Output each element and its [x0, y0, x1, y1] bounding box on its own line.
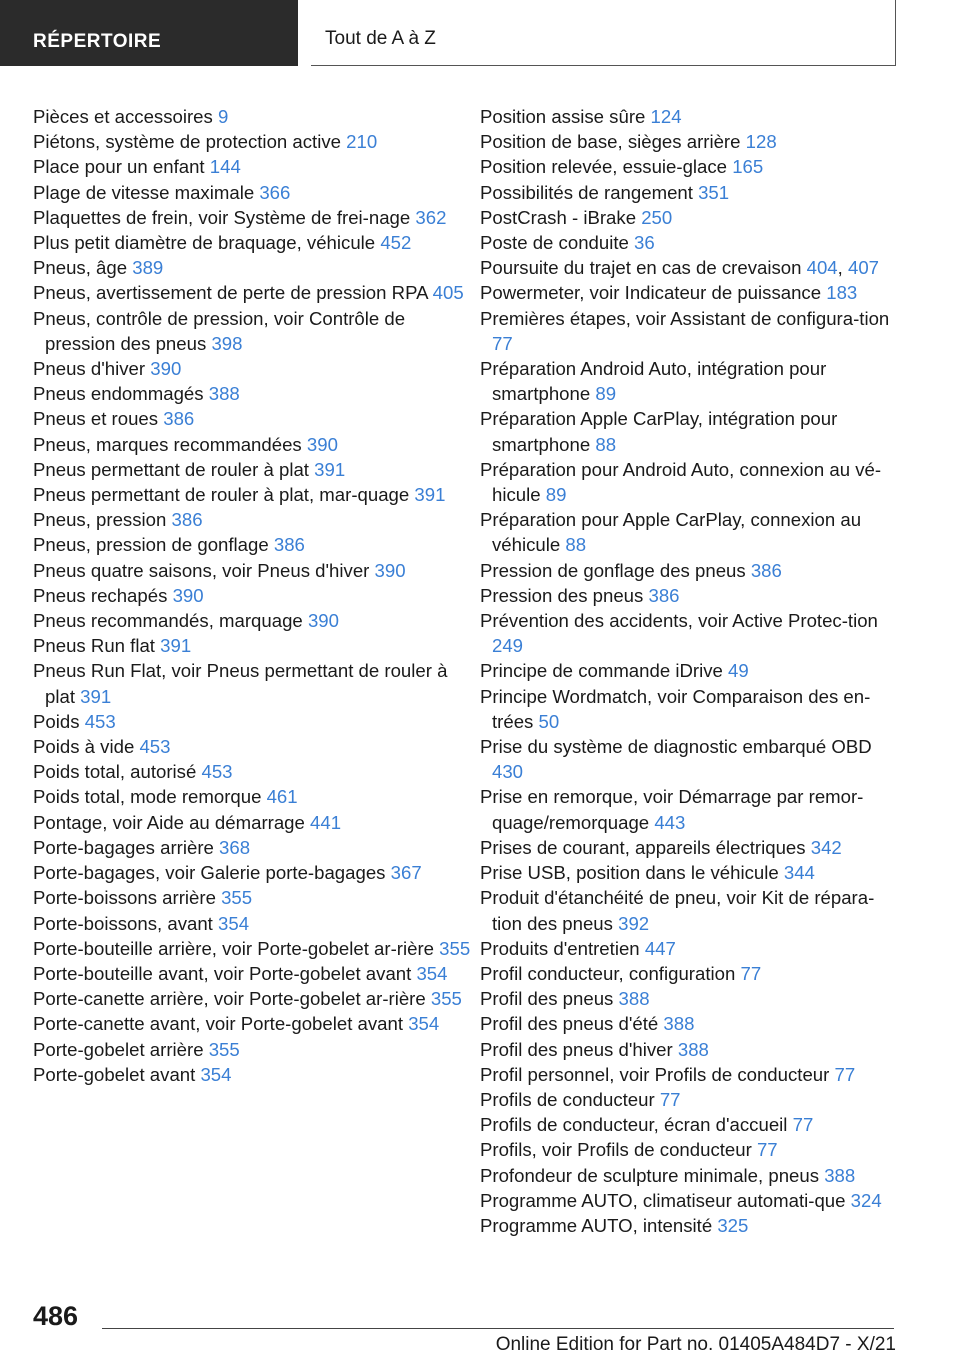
index-entry-text: Profil des pneus — [480, 988, 614, 1010]
index-entry — [33, 734, 473, 759]
index-entry — [33, 230, 473, 255]
page-reference-link[interactable]: 249 — [492, 635, 524, 657]
page-reference-link[interactable]: 386 — [171, 509, 203, 531]
index-entry-text: Pneus Run Flat, voir Pneus permettant de rouler à plat — [33, 660, 448, 707]
index-entry-text: PostCrash - iBrake — [480, 206, 637, 228]
index-entry — [480, 154, 900, 179]
page-reference-link[interactable]: 388 — [618, 988, 650, 1010]
page-reference-link[interactable]: 89 — [595, 383, 617, 405]
index-entry — [480, 205, 900, 230]
index-entry — [33, 784, 473, 809]
page-reference-link[interactable]: 404 — [806, 257, 838, 279]
page-reference-link[interactable]: 386 — [273, 534, 305, 556]
page-reference-link[interactable]: 165 — [732, 156, 764, 178]
page-reference-link[interactable]: 77 — [756, 1139, 778, 1161]
page-reference-link[interactable]: 325 — [717, 1214, 749, 1236]
index-column-right — [480, 104, 900, 1238]
index-entry-text: Profil des pneus d'été — [480, 1013, 659, 1035]
page-reference-link[interactable]: 355 — [439, 937, 471, 959]
index-entry-text: Porte-bouteille arrière, voir Porte-gobelet ar‐rière — [33, 937, 434, 959]
page-reference-link[interactable]: 392 — [618, 912, 650, 934]
page-reference-link[interactable]: 389 — [132, 257, 164, 279]
index-entry-text: Poids — [33, 710, 80, 732]
index-entry — [480, 784, 900, 834]
page-reference-link[interactable]: 355 — [221, 887, 253, 909]
index-entry — [480, 1011, 900, 1036]
index-entry — [480, 255, 900, 280]
page-reference-link[interactable]: 388 — [663, 1013, 695, 1035]
index-entry — [33, 658, 473, 708]
index-entry — [33, 810, 473, 835]
index-entry-text: Pneus, avertissement de perte de pression RPA — [33, 282, 428, 304]
index-entry — [480, 961, 900, 986]
index-entry — [33, 280, 473, 305]
index-entry — [33, 709, 473, 734]
index-entry — [480, 104, 900, 129]
index-entry — [480, 1112, 900, 1137]
index-entry — [33, 104, 473, 129]
index-entry-text: Pneus recommandés, marquage — [33, 610, 303, 632]
index-entry-text: Principe Wordmatch, voir Comparaison des en‐trées — [480, 685, 871, 732]
index-entry — [33, 911, 473, 936]
index-entry — [480, 1188, 900, 1213]
index-entry-text: Powermeter, voir Indicateur de puissance — [480, 282, 822, 304]
index-entry — [33, 406, 473, 431]
page-reference-link[interactable]: 388 — [208, 383, 240, 405]
page-reference-link[interactable]: 77 — [834, 1063, 856, 1085]
page-reference-link[interactable]: 447 — [644, 937, 676, 959]
page-reference-link[interactable]: 398 — [211, 332, 243, 354]
index-entry — [33, 583, 473, 608]
index-entry-text: Porte-bagages, voir Galerie porte-bagages — [33, 862, 386, 884]
index-entry — [33, 558, 473, 583]
page-reference-link[interactable]: 453 — [84, 710, 116, 732]
index-entry — [480, 406, 900, 456]
page-reference-link[interactable]: 354 — [200, 1063, 232, 1085]
page-reference-link[interactable]: 390 — [172, 584, 204, 606]
section-tab — [0, 0, 298, 66]
page-reference-link[interactable]: 388 — [677, 1038, 709, 1060]
index-entry — [33, 507, 473, 532]
index-entry — [480, 306, 900, 356]
index-entry-text: Pneus quatre saisons, voir Pneus d'hiver — [33, 559, 370, 581]
index-entry-text: Principe de commande iDrive — [480, 660, 723, 682]
index-entry — [33, 154, 473, 179]
index-entry-text: Poids à vide — [33, 736, 135, 758]
page-reference-link[interactable]: 386 — [750, 559, 782, 581]
page-reference-link[interactable]: 324 — [850, 1189, 882, 1211]
index-entry-text: Produit d'étanchéité de pneu, voir Kit de répara‐tion des pneus — [480, 887, 875, 934]
index-entry-text: Prévention des accidents, voir Active Protec‐tion — [480, 610, 878, 632]
page-reference-link[interactable]: 351 — [698, 181, 730, 203]
index-entry-text: Profils de conducteur — [480, 1088, 655, 1110]
index-entry-text: Pneus, pression — [33, 509, 167, 531]
index-column-left — [33, 104, 473, 1087]
page-reference-link[interactable]: 250 — [641, 206, 673, 228]
page-reference-link[interactable]: 453 — [201, 761, 233, 783]
index-entry-text: Position de base, sièges arrière — [480, 131, 741, 153]
index-entry-text: Plaquettes de frein, voir Système de frei‐nage — [33, 206, 411, 228]
index-entry — [480, 1163, 900, 1188]
page-reference-link[interactable]: 354 — [218, 912, 250, 934]
index-entry — [33, 860, 473, 885]
index-entry-text: Pression de gonflage des pneus — [480, 559, 746, 581]
index-entry-text: Position assise sûre — [480, 106, 646, 127]
index-entry-text: Pneus, contrôle de pression, voir Contrôle de pression des pneus — [33, 307, 406, 354]
index-entry-text: Pneus d'hiver — [33, 358, 146, 380]
page-reference-link[interactable]: 390 — [307, 610, 339, 632]
page-reference-link[interactable]: 388 — [824, 1164, 856, 1186]
index-entry-text: Prise du système de diagnostic embarqué OBD — [480, 736, 872, 758]
index-entry — [480, 356, 900, 406]
page-reference-link[interactable]: 36 — [634, 232, 655, 254]
page-reference-link[interactable]: 386 — [163, 408, 195, 430]
index-entry — [480, 734, 900, 784]
index-entry-text: Poids total, autorisé — [33, 761, 197, 783]
index-entry-text: Prise USB, position dans le véhicule — [480, 862, 779, 884]
index-entry-text: Prise en remorque, voir Démarrage par remor‐quage/remorquage — [480, 786, 864, 833]
index-entry — [33, 961, 473, 986]
index-entry-text: Prises de courant, appareils électriques — [480, 836, 806, 858]
index-entry — [480, 230, 900, 255]
index-entry — [480, 658, 900, 683]
index-entry-text: Pneus, âge — [33, 257, 128, 279]
index-entry — [480, 936, 900, 961]
index-entry-text: Porte-boissons, avant — [33, 912, 213, 934]
index-entry-text: Programme AUTO, intensité — [480, 1214, 713, 1236]
index-entry — [33, 986, 473, 1011]
index-entry — [33, 356, 473, 381]
section-tab-label: RÉPERTOIRE — [33, 31, 162, 52]
index-entry — [33, 1011, 473, 1036]
page-reference-link[interactable]: 367 — [390, 862, 422, 884]
index-entry — [480, 1213, 900, 1238]
page-reference-link[interactable]: 390 — [374, 559, 406, 581]
index-entry — [33, 457, 473, 482]
index-entry-text: Pneus permettant de rouler à plat, mar‐quage — [33, 484, 410, 506]
page-reference-link[interactable]: 124 — [650, 106, 682, 127]
index-entry-text: Plus petit diamètre de braquage, véhicule — [33, 232, 376, 254]
page-reference-link[interactable]: 407 — [848, 257, 880, 279]
index-entry-text: Préparation Android Auto, intégration pour smartphone — [480, 358, 827, 405]
index-entry — [480, 280, 900, 305]
index-entry — [33, 306, 473, 356]
page-reference-link[interactable]: 354 — [408, 1013, 440, 1035]
index-entry — [33, 205, 473, 230]
index-entry-text: Pontage, voir Aide au démarrage — [33, 811, 305, 833]
index-entry — [33, 1037, 473, 1062]
index-entry — [480, 129, 900, 154]
index-entry — [480, 684, 900, 734]
index-entry — [33, 381, 473, 406]
index-entry — [33, 1062, 473, 1087]
footer-divider — [102, 1328, 894, 1329]
page-reference-link[interactable]: 391 — [414, 484, 446, 506]
page-reference-link[interactable]: 453 — [139, 736, 171, 758]
page-reference-link[interactable]: 342 — [810, 836, 842, 858]
index-entry — [480, 860, 900, 885]
page-reference-link[interactable]: 77 — [659, 1088, 681, 1110]
index-entry-text: Porte-canette avant, voir Porte-gobelet avant — [33, 1013, 404, 1035]
index-entry-text: Produits d'entretien — [480, 937, 640, 959]
index-entry — [33, 835, 473, 860]
page-reference-link[interactable]: 386 — [648, 584, 680, 606]
page-reference-link[interactable]: 77 — [792, 1114, 814, 1136]
index-entry — [480, 1062, 900, 1087]
page-reference-link[interactable]: 344 — [783, 862, 815, 884]
index-entry-text: Profils de conducteur, écran d'accueil — [480, 1114, 788, 1136]
page-reference-link[interactable]: 77 — [492, 332, 513, 354]
index-entry-text: Pneus permettant de rouler à plat — [33, 458, 309, 480]
index-entry-text: Plage de vitesse maximale — [33, 181, 255, 203]
footer-edition-text: Online Edition for Part no. 01405A484D7 - X/21 — [495, 1334, 896, 1355]
page-reference-link[interactable]: 366 — [259, 181, 291, 203]
header-title-box — [311, 0, 896, 66]
index-entry — [480, 583, 900, 608]
index-entry-text: Porte-bagages arrière — [33, 836, 214, 858]
index-entry-text: Pneus, marques recommandées — [33, 433, 302, 455]
page-reference-link[interactable]: 88 — [595, 433, 617, 455]
index-entry — [33, 936, 473, 961]
page-reference-link[interactable]: 183 — [826, 282, 858, 304]
index-entry-text: Profil conducteur, configuration — [480, 962, 736, 984]
index-entry — [480, 180, 900, 205]
page-reference-link[interactable]: 210 — [346, 131, 378, 153]
index-entry — [480, 1037, 900, 1062]
page-reference-link[interactable]: 368 — [219, 836, 251, 858]
page-ref-separator: , — [837, 257, 843, 279]
index-entry — [33, 180, 473, 205]
page-reference-link[interactable]: 355 — [208, 1038, 240, 1060]
index-entry — [480, 835, 900, 860]
page-reference-link[interactable]: 391 — [314, 458, 346, 480]
index-entry-text: Pneus Run flat — [33, 635, 155, 657]
page-reference-link[interactable]: 9 — [218, 106, 229, 127]
index-entry-text: Pneus endommagés — [33, 383, 204, 405]
index-entry-text: Pièces et accessoires — [33, 106, 213, 127]
page-reference-link[interactable]: 355 — [430, 988, 462, 1010]
index-entry-text: Position relevée, essuie-glace — [480, 156, 728, 178]
index-entry-text: Poids total, mode remorque — [33, 786, 262, 808]
index-entry — [480, 1137, 900, 1162]
index-entry-text: Profil des pneus d'hiver — [480, 1038, 673, 1060]
page-reference-link[interactable]: 50 — [538, 710, 560, 732]
page-reference-link[interactable]: 405 — [432, 282, 464, 304]
index-entry — [33, 633, 473, 658]
index-entry-text: Porte-bouteille avant, voir Porte-gobelet avant — [33, 962, 412, 984]
page-reference-link[interactable]: 461 — [266, 786, 298, 808]
index-entry — [33, 759, 473, 784]
index-entry — [480, 457, 900, 507]
index-entry-text: Possibilités de rangement — [480, 181, 693, 203]
page-reference-link[interactable]: 390 — [306, 433, 338, 455]
page-reference-link[interactable]: 77 — [740, 962, 762, 984]
page-reference-link[interactable]: 49 — [728, 660, 749, 682]
page-reference-link[interactable]: 362 — [415, 206, 447, 228]
page-reference-link[interactable]: 390 — [150, 358, 182, 380]
page-header — [0, 0, 960, 66]
page-reference-link[interactable]: 443 — [654, 811, 686, 833]
page-reference-link[interactable]: 430 — [492, 761, 524, 783]
index-entry — [33, 482, 473, 507]
index-entry-text: Préparation Apple CarPlay, intégration pour smartphone — [480, 408, 838, 455]
page-reference-link[interactable]: 391 — [160, 635, 192, 657]
index-entry-text: Pneus rechapés — [33, 584, 168, 606]
page-number: 486 — [33, 1301, 79, 1331]
index-entry-text: Pression des pneus — [480, 584, 644, 606]
index-entry — [480, 1087, 900, 1112]
page-reference-link[interactable]: 128 — [745, 131, 777, 153]
index-entry-text: Préparation pour Apple CarPlay, connexion au véhicule — [480, 509, 862, 556]
page-reference-link[interactable]: 88 — [565, 534, 587, 556]
page-reference-link[interactable]: 391 — [80, 685, 112, 707]
index-entry-text: Piétons, système de protection active — [33, 131, 341, 153]
page-reference-link[interactable]: 89 — [545, 484, 567, 506]
index-entry-text: Pneus et roues — [33, 408, 159, 430]
index-entry — [480, 558, 900, 583]
index-entry-text: Poste de conduite — [480, 232, 629, 254]
index-entry — [480, 608, 900, 658]
index-entry-text: Porte-canette arrière, voir Porte-gobelet ar‐rière — [33, 988, 426, 1010]
page-title: Tout de A à Z — [325, 28, 436, 49]
index-entry-text: Profil personnel, voir Profils de conducteur — [480, 1063, 830, 1085]
index-entry-text: Profils, voir Profils de conducteur — [480, 1139, 752, 1161]
index-entry — [480, 507, 900, 557]
index-entry-text: Préparation pour Android Auto, connexion au vé‐hicule — [480, 458, 882, 506]
index-entry — [480, 885, 900, 935]
index-entry-text: Porte-boissons arrière — [33, 887, 216, 909]
index-entry — [33, 432, 473, 457]
page-reference-link[interactable]: 144 — [209, 156, 241, 178]
index-entry — [480, 986, 900, 1011]
page-reference-link[interactable]: 441 — [310, 811, 342, 833]
index-entry-text: Premières étapes, voir Assistant de configura‐tion — [480, 307, 890, 329]
index-entry-text: Place pour un enfant — [33, 156, 205, 178]
index-entry-text: Profondeur de sculpture minimale, pneus — [480, 1164, 820, 1186]
index-entry-text: Porte-gobelet arrière — [33, 1038, 204, 1060]
page-reference-link[interactable]: 354 — [416, 962, 448, 984]
index-entry-text: Porte-gobelet avant — [33, 1063, 196, 1085]
index-entry — [33, 255, 473, 280]
index-entry — [33, 885, 473, 910]
index-entry — [33, 532, 473, 557]
index-entry-text: Pneus, pression de gonflage — [33, 534, 269, 556]
page-reference-link[interactable]: 452 — [380, 232, 412, 254]
index-entry — [33, 129, 473, 154]
index-entry — [33, 608, 473, 633]
index-entry-text: Poursuite du trajet en cas de crevaison — [480, 257, 802, 279]
index-entry-text: Programme AUTO, climatiseur automati‐que — [480, 1189, 846, 1211]
